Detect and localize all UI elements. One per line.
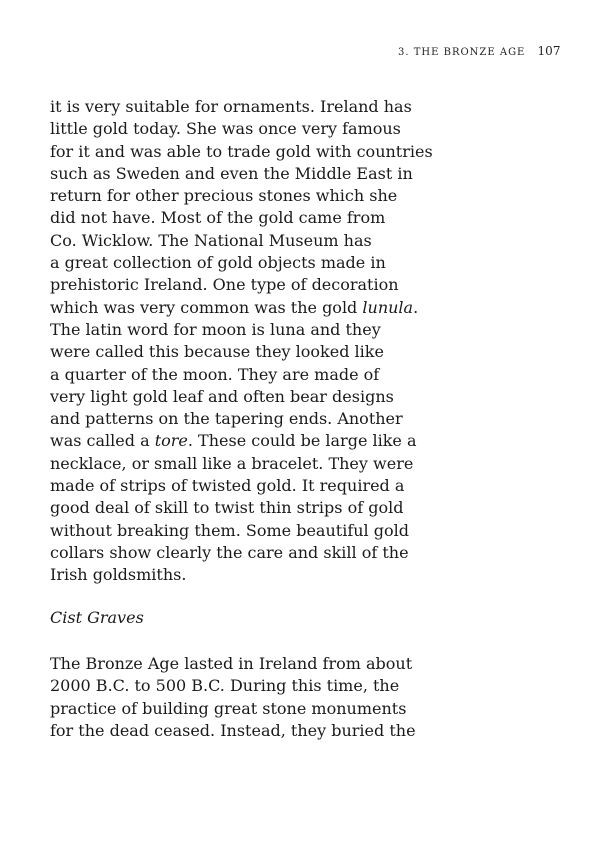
text-line [50,141,570,163]
text-line [50,475,570,497]
text-run: and patterns on the tapering ends. Another [50,409,403,429]
text-line [50,453,570,475]
text-run: The Bronze Age lasted in Ireland from about [50,654,413,673]
text-line [50,408,570,430]
text-run: prehistoric Ireland. One type of decoration [50,275,399,295]
text-run: a great collection of gold objects made in [50,253,386,273]
italic-term: tore [154,431,188,451]
text-run: Co. Wicklow. The National Museum has [50,230,372,250]
text-run: without breaking them. Some beautiful gold [50,520,409,540]
text-line [50,319,570,341]
text-line [50,698,570,720]
text-run: good deal of skill to twist thin strips of gold [50,498,404,518]
text-run: it is very suitable for ornaments. Ireland has [50,97,412,116]
text-run: for it and was able to trade gold with countries [50,141,433,161]
text-line [50,274,570,296]
text-line [50,675,570,697]
text-run: Irish goldsmiths. [50,565,187,585]
text-line [50,430,570,452]
page-number: 107 [537,44,561,58]
text-run: little gold today. She was once very famous [50,119,401,139]
text-line [50,720,570,742]
text-line [50,520,570,542]
text-run: such as Sweden and even the Middle East in [50,163,413,183]
text-run: return for other precious stones which she [50,186,398,206]
text-run: necklace, or small like a bracelet. They were [50,453,414,473]
section-heading: Cist Graves [50,608,144,627]
text-run: 2000 B.C. to 500 B.C. During this time, the [50,676,400,696]
text-run: for the dead ceased. Instead, they buried the [50,720,416,740]
text-run: collars show clearly the care and skill of the [50,542,409,562]
text-run: The latin word for moon is luna and they [50,319,381,339]
text-line [50,386,570,408]
body-paragraph [50,96,570,587]
text-run: did not have. Most of the gold came from [50,208,386,228]
text-run: . [413,297,419,317]
text-line [50,185,570,207]
text-line [50,230,570,252]
body-paragraph [50,653,570,742]
text-run: a quarter of the moon. They are made of [50,364,380,384]
text-run: which was very common was the gold [50,297,363,317]
text-line [50,207,570,229]
text-run: very light gold leaf and often bear designs [50,386,394,406]
text-line [50,252,570,274]
text-line [50,364,570,386]
text-line [50,497,570,519]
running-head [398,44,570,58]
text-run: were called this because they looked like [50,342,384,362]
text-line [50,341,570,363]
text-run: practice of building great stone monuments [50,698,407,718]
text-run: . These could be large like a [187,431,417,451]
text-run: was called a [50,431,155,451]
text-line [50,653,570,675]
text-line [50,564,570,586]
text-line [50,297,570,319]
text-run: made of strips of twisted gold. It required a [50,476,405,496]
text-line [50,542,570,564]
chapter-title: 3. THE BRONZE AGE [398,47,526,58]
italic-term: lunula [362,297,414,317]
text-line [50,118,570,140]
text-line [50,96,570,118]
text-line [50,163,570,185]
